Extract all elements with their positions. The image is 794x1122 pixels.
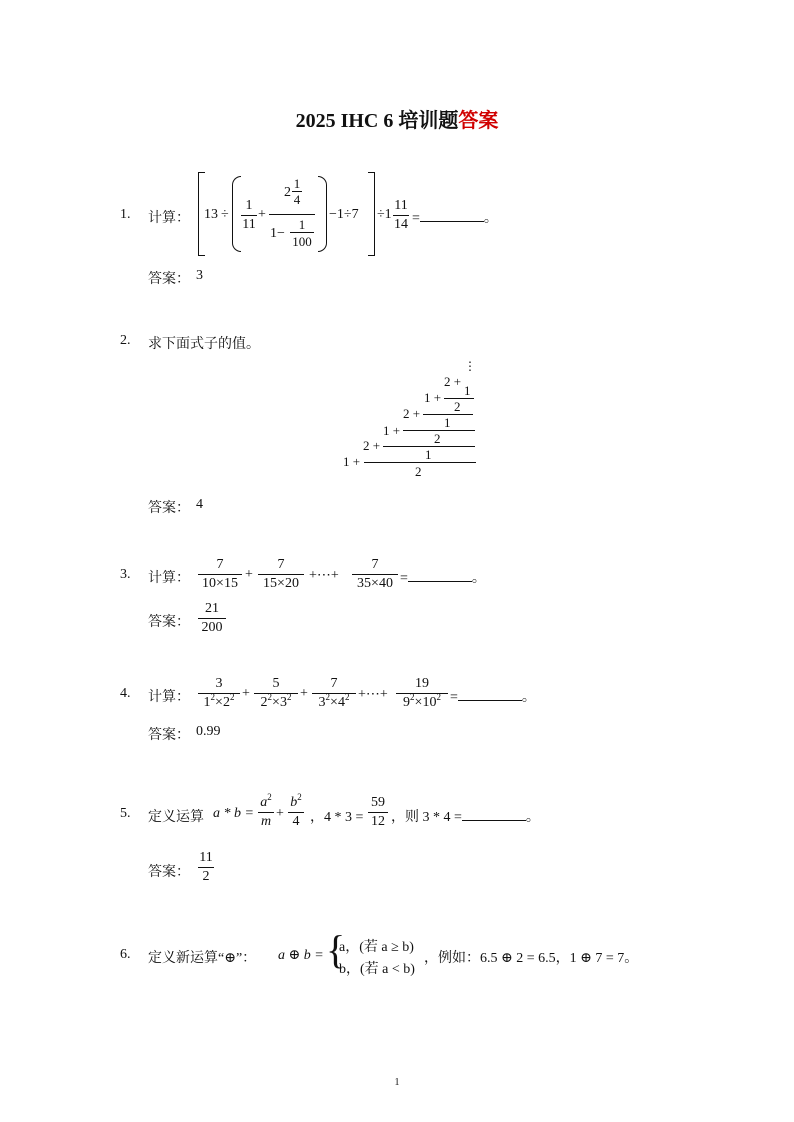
term-2: 7 15×20	[258, 556, 304, 593]
case-1: a，(若 a ≥ b)	[339, 940, 414, 955]
fraction-1-100: 1 100	[290, 217, 314, 250]
question-label: 计算：	[148, 690, 190, 705]
question-label: 计算：	[148, 211, 190, 226]
den-2c: 2	[415, 464, 422, 479]
fraction-1-11: 1 11	[242, 198, 256, 232]
answer-label: 答案：	[148, 272, 190, 287]
answer-blank[interactable]	[458, 687, 522, 701]
left-paren	[232, 176, 241, 252]
question-label: 求下面式子的值。	[148, 337, 260, 352]
answer-blank[interactable]	[462, 807, 526, 821]
answer-blank[interactable]	[420, 208, 484, 222]
term-4: 19 $9^2\times 10^2$	[396, 675, 448, 712]
term-1: 7 10×15	[198, 556, 242, 593]
question-number: 5.	[120, 806, 131, 821]
right-bracket	[368, 172, 375, 256]
expr-eq: = 。	[412, 207, 498, 227]
example: ，例如：6.5 ⊕ 2 = 6.5，1 ⊕ 7 = 7。	[424, 951, 639, 966]
case-2: b，(若 a < b)	[339, 962, 415, 977]
bar-5	[364, 462, 476, 463]
term-2b: 2 +	[403, 406, 421, 421]
right-paren	[318, 176, 327, 252]
mixed-whole: 2	[284, 185, 291, 200]
answer-label: 答案：	[148, 728, 190, 743]
term-1c: 1 +	[343, 454, 361, 469]
question-number: 2.	[120, 333, 131, 348]
question-number: 4.	[120, 686, 131, 701]
question-number: 6.	[120, 947, 131, 962]
term-1: 3 $1^2\times 2^2$	[198, 675, 240, 712]
answer-label: 答案：	[148, 615, 190, 630]
expr-div-one: ÷1	[377, 207, 392, 222]
term-2a: 2 +	[444, 374, 462, 389]
answer-fraction: 21 200	[198, 600, 226, 637]
expr-tail: −1÷7	[329, 207, 359, 222]
plus-dots: +⋯+	[309, 568, 339, 583]
one-minus: 1−	[270, 226, 285, 241]
plus-2: +	[300, 686, 308, 701]
den-2a: 2	[454, 399, 461, 414]
fraction-a2-m: $a^2$ m	[258, 794, 274, 831]
term-1a: 1 +	[424, 390, 442, 405]
term-3: 7 $3^2\times 4^2$	[312, 675, 356, 712]
question-number: 3.	[120, 567, 131, 582]
answer-value: 4	[196, 497, 203, 512]
expr-13: 13	[204, 207, 218, 222]
term-1b: 1 +	[383, 423, 401, 438]
term-3: 7 35×40	[352, 556, 398, 593]
plus-dots: +⋯+	[358, 687, 388, 702]
question-number: 1.	[120, 207, 131, 222]
operation: a * b =	[213, 806, 254, 821]
answer-value: 3	[196, 268, 203, 283]
expr-plus: +	[258, 207, 266, 222]
num-1c: 1	[425, 447, 432, 462]
answer-fraction: 11 2	[199, 850, 213, 884]
mixed-fraction: 1 4	[293, 176, 301, 207]
question-label: 定义新运算“⊕”：	[148, 951, 257, 966]
den-2b: 2	[434, 431, 441, 446]
equals: = 。	[400, 567, 486, 587]
title-accent: 答案	[458, 110, 499, 132]
fraction-b2-4: $b^2$ 4	[288, 794, 304, 831]
plus-1: +	[245, 567, 253, 582]
main-fraction-bar	[269, 214, 315, 215]
question-tail: ，则 3 * 4 = 。	[391, 806, 540, 826]
answer-value: 0.99	[196, 724, 221, 739]
given: ，4 * 3 =	[310, 810, 364, 825]
lhs: a ⊕ b =	[278, 948, 324, 963]
dots: ⋮	[464, 359, 476, 373]
question-label: 计算：	[148, 571, 190, 586]
page-number: 1	[394, 1077, 400, 1088]
brace: {	[326, 927, 346, 972]
term-2: 5 $2^2\times 3^2$	[254, 675, 298, 712]
equals: = 。	[450, 686, 536, 706]
title-main: 2025 IHC 6 培训题	[295, 110, 459, 132]
plus: +	[276, 806, 284, 821]
question-label: 定义运算	[148, 810, 204, 825]
fraction-59-12: 59 12	[368, 794, 388, 831]
answer-blank[interactable]	[408, 568, 472, 582]
plus-1: +	[242, 686, 250, 701]
num-1b: 1	[444, 415, 451, 430]
page-title	[0, 104, 794, 133]
term-2c: 2 +	[363, 438, 381, 453]
num-1a: 1	[464, 383, 471, 398]
answer-label: 答案：	[148, 865, 190, 880]
answer-label: 答案：	[148, 501, 190, 516]
fraction-11-14: 11 14	[394, 198, 408, 232]
expr-div: ÷	[221, 207, 229, 222]
